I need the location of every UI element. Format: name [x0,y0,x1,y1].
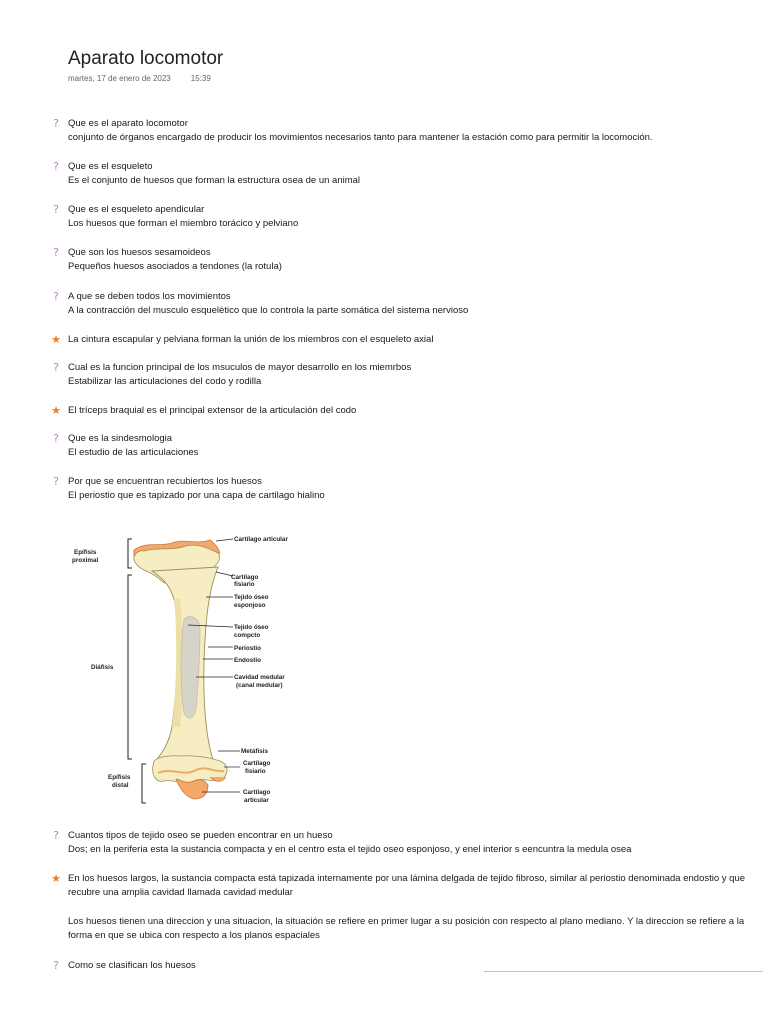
note-statement: En los huesos largos, la sustancia compacta está tapizada internamente por una lámina delgada de tejido fibroso, similar al periostio denominada endostio y que recubre una amplia cavidad llamada cavidad medular [68,873,746,898]
note-item [50,333,433,347]
star-icon: ★ [51,872,61,885]
question-icon: ? [53,475,59,488]
note-question: Que es el esqueleto [68,161,153,172]
note-question: Que es el aparato locomotor [68,118,188,129]
question-icon: ? [53,432,59,445]
note-answer: Es el conjunto de huesos que forman la estructura osea de un animal [68,175,361,186]
question-icon: ? [53,203,59,216]
label-endostio: Endostio [234,657,261,664]
note-item [50,361,411,389]
note-statement: La cintura escapular y pelviana forman la unión de los miembros con el esqueleto axial [68,334,434,345]
label-tejido-compacto-2: compcto [234,632,261,639]
question-icon: ? [53,361,59,374]
note-statement: Los huesos tienen una direccion y una situacion, la situación se refiere en primer lugar a su posición con respecto al plano mediano. Y la direccion se refiere a la forma en que se ubica con respecto a los planos espaciales [68,916,745,941]
note-answer: Pequeños huesos asociados a tendones (la rotula) [68,261,282,272]
star-icon: ★ [51,404,61,417]
note-answer: Los huesos que forman el miembro torácico y pelviano [68,218,299,229]
question-icon: ? [53,959,59,972]
label-epifisis-distal-2: distal [112,782,129,789]
label-cavidad-medular-1: Cavidad medular [234,674,285,681]
note-question: Que es el esqueleto apendicular [68,204,205,215]
label-cartilago-fisiario-bottom-1: Cartílago [243,760,271,767]
note-item [50,246,282,274]
label-cartilago-articular-top: Cartílago articular [234,536,288,543]
note-answer: El estudio de las articulaciones [68,447,199,458]
page-date: martes, 17 de enero de 2023 [68,74,171,83]
page-date-time [68,74,211,83]
label-periostio: Periostio [234,645,261,652]
note-question: Que son los huesos sesamoideos [68,247,211,258]
note-question: Cuantos tipos de tejido oseo se pueden encontrar en un hueso [68,830,333,841]
page-time: 15:39 [190,74,211,83]
label-cartilago-fisiario-bottom-2: fisiario [245,768,266,775]
note-item [50,959,196,973]
label-metafisis: Metáfisis [241,748,268,755]
note-item [50,160,360,188]
note-item [50,475,325,503]
note-item [50,915,748,943]
note-answer: conjunto de órganos encargado de producir los movimientos necesarios tanto para mantener la estación como para permitir la locomoción. [68,132,653,143]
note-item [50,432,198,460]
note-question: Por que se encuentran recubiertos los huesos [68,476,262,487]
divider-line [484,971,763,972]
label-cartilago-fisiario-top-1: Cartílago [231,574,259,581]
note-item [50,404,356,418]
page-title: Aparato locomotor [68,48,224,69]
note-answer: Estabilizar las articulaciones del codo y rodilla [68,376,262,387]
note-item [50,829,631,857]
label-diafisis: Diáfisis [91,664,114,671]
label-cavidad-medular-2: (canal medular) [236,682,283,689]
note-item [50,117,653,145]
question-icon: ? [53,117,59,130]
note-question: Cual es la funcion principal de los msuculos de mayor desarrollo en los miemrbos [68,362,412,373]
note-answer: A la contracción del musculo esquelético que lo controla la parte somática del sistema nervioso [68,305,469,316]
note-answer: Dos; en la periferia esta la sustancia compacta y en el centro esta el tejido oseo esponjoso, y enel interior s eencuntra la medula osea [68,844,632,855]
label-cartilago-articular-bottom-2: articular [244,797,269,804]
question-icon: ? [53,290,59,303]
note-question: A que se deben todos los movimientos [68,291,231,302]
note-question: Como se clasifican los huesos [68,960,196,971]
label-cartilago-fisiario-top-2: fisiario [234,581,255,588]
note-question: Que es la sindesmologia [68,433,173,444]
label-epifisis-distal-1: Epífisis [108,774,131,781]
label-cartilago-articular-bottom-1: Cartílago [243,789,271,796]
label-tejido-esponjoso-1: Tejido óseo [234,594,269,601]
label-tejido-compacto-1: Tejido óseo [234,624,269,631]
label-epifisis-proximal-1: Epífisis [74,549,97,556]
label-epifisis-proximal-2: proximal [72,557,99,564]
long-bone-diagram [68,527,293,814]
question-icon: ? [53,160,59,173]
note-item [50,872,748,900]
label-tejido-esponjoso-2: esponjoso [234,602,266,609]
note-item [50,290,468,318]
star-icon: ★ [51,333,61,346]
note-item [50,203,298,231]
note-statement: El tríceps braquial es el principal extensor de la articulación del codo [68,405,357,416]
note-answer: El periostio que es tapizado por una capa de cartilago hialino [68,490,325,501]
question-icon: ? [53,829,59,842]
question-icon: ? [53,246,59,259]
